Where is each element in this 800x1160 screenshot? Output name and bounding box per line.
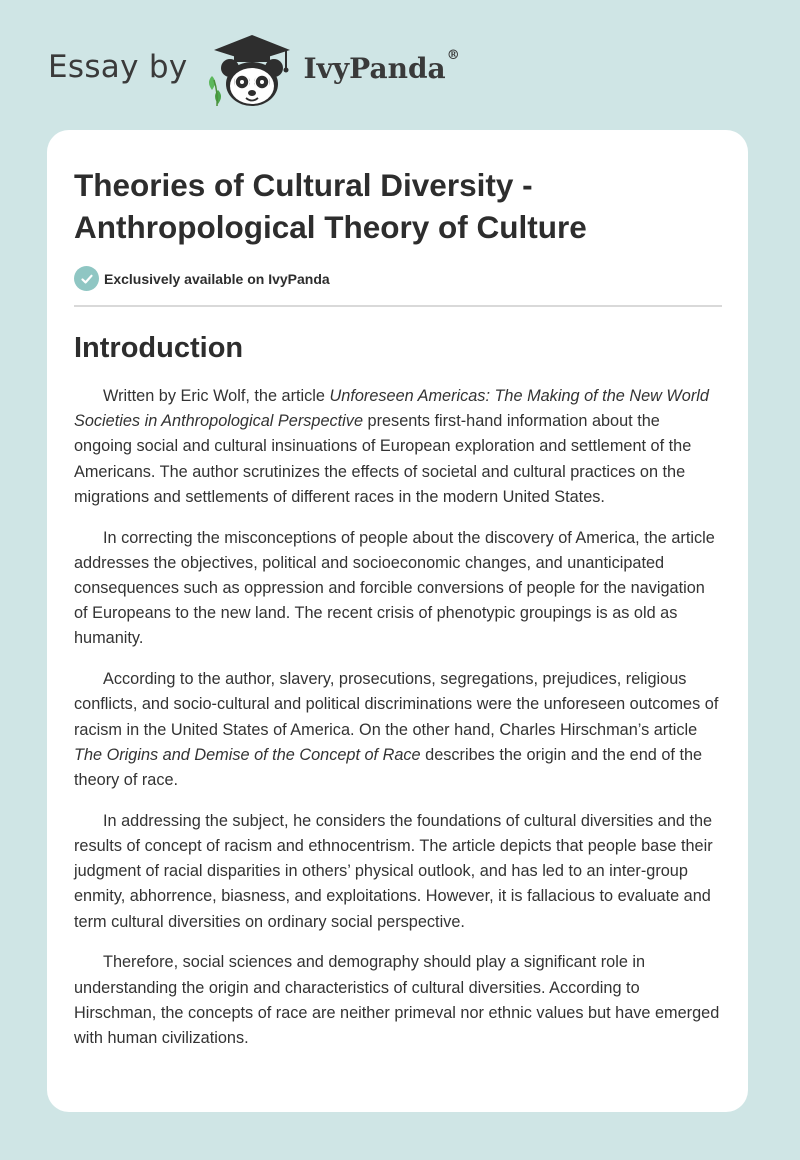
essay-title-line-2: Anthropological Theory of Culture: [74, 209, 587, 245]
essay-body: [74, 384, 722, 1051]
essay-title: [74, 164, 722, 248]
paragraph-1-italic-title: Unforeseen Americas: The Making of the New World Societies in Anthropological Perspective: [74, 387, 709, 431]
essay-by-label: Essay by: [48, 49, 188, 85]
exclusive-badge: [74, 266, 722, 291]
essay-card: [47, 130, 748, 1112]
title-divider: [74, 305, 722, 307]
panda-graduate-logo-icon: [204, 30, 300, 110]
exclusive-badge-label: Exclusively available on IvyPanda: [104, 270, 330, 287]
paragraph-5: Therefore, social sciences and demography should play a significant role in understanding the origin and characteristics of cultural diversities. According to Hirschman, the concepts of race are neither primeval nor ethnic values but have emerged with human civilizations.: [74, 953, 720, 1048]
paragraph-3-italic-title: The Origins and Demise of the Concept of Race: [74, 745, 421, 764]
section-heading-introduction: Introduction: [74, 332, 244, 364]
paragraph-4: In addressing the subject, he considers the foundations of cultural diversities and the results of concept of racism and ethnocentrism. The article depicts that people base their judgment of racial disparities in others’ physical outlook, and has led to an inter-group enmity, abhorrence, biasness, and exploitations. However, it is fallacious to evaluate and term cultural diversities on ordinary social perspective.: [74, 811, 713, 931]
registered-mark: ®: [446, 47, 460, 63]
paragraph-2: In correcting the misconceptions of people about the discovery of America, the article addresses the objectives, political and socioeconomic changes, and unanticipated consequences such as oppression and forcible conversions of people for the navigation of Europeans to the new land. The recent crisis of phenotypic groupings is as old as humanity.: [74, 528, 715, 648]
brand-name: [303, 47, 460, 85]
paragraph-1-text-end: presents first-hand information about the ongoing social and cultural insinuations of European exploration and settlement of the Americans. The author scrutinizes the effects of societal and cultural practices on the migrations and settlements of different races in the modern United States.: [74, 412, 692, 506]
paragraph-1: [74, 384, 722, 510]
paragraph-3-text-start: According to the author, slavery, prosecutions, segregations, prejudices, religious conflicts, and socio-cultural and political discriminations were the unforeseen outcomes of racism in the United States of America. On the other hand, Charles Hirschman’s article: [74, 670, 719, 739]
brand-name-text: IvyPanda: [303, 51, 446, 85]
paragraph-3-text-end: describes the origin and the end of the theory of race.: [74, 745, 703, 790]
check-circle-icon: [74, 266, 99, 291]
essay-title-line-1: Theories of Cultural Diversity -: [74, 167, 533, 203]
paragraph-1-text-start: Written by Eric Wolf, the article: [103, 387, 330, 405]
site-header: [48, 30, 460, 110]
paragraph-3: [74, 667, 722, 793]
